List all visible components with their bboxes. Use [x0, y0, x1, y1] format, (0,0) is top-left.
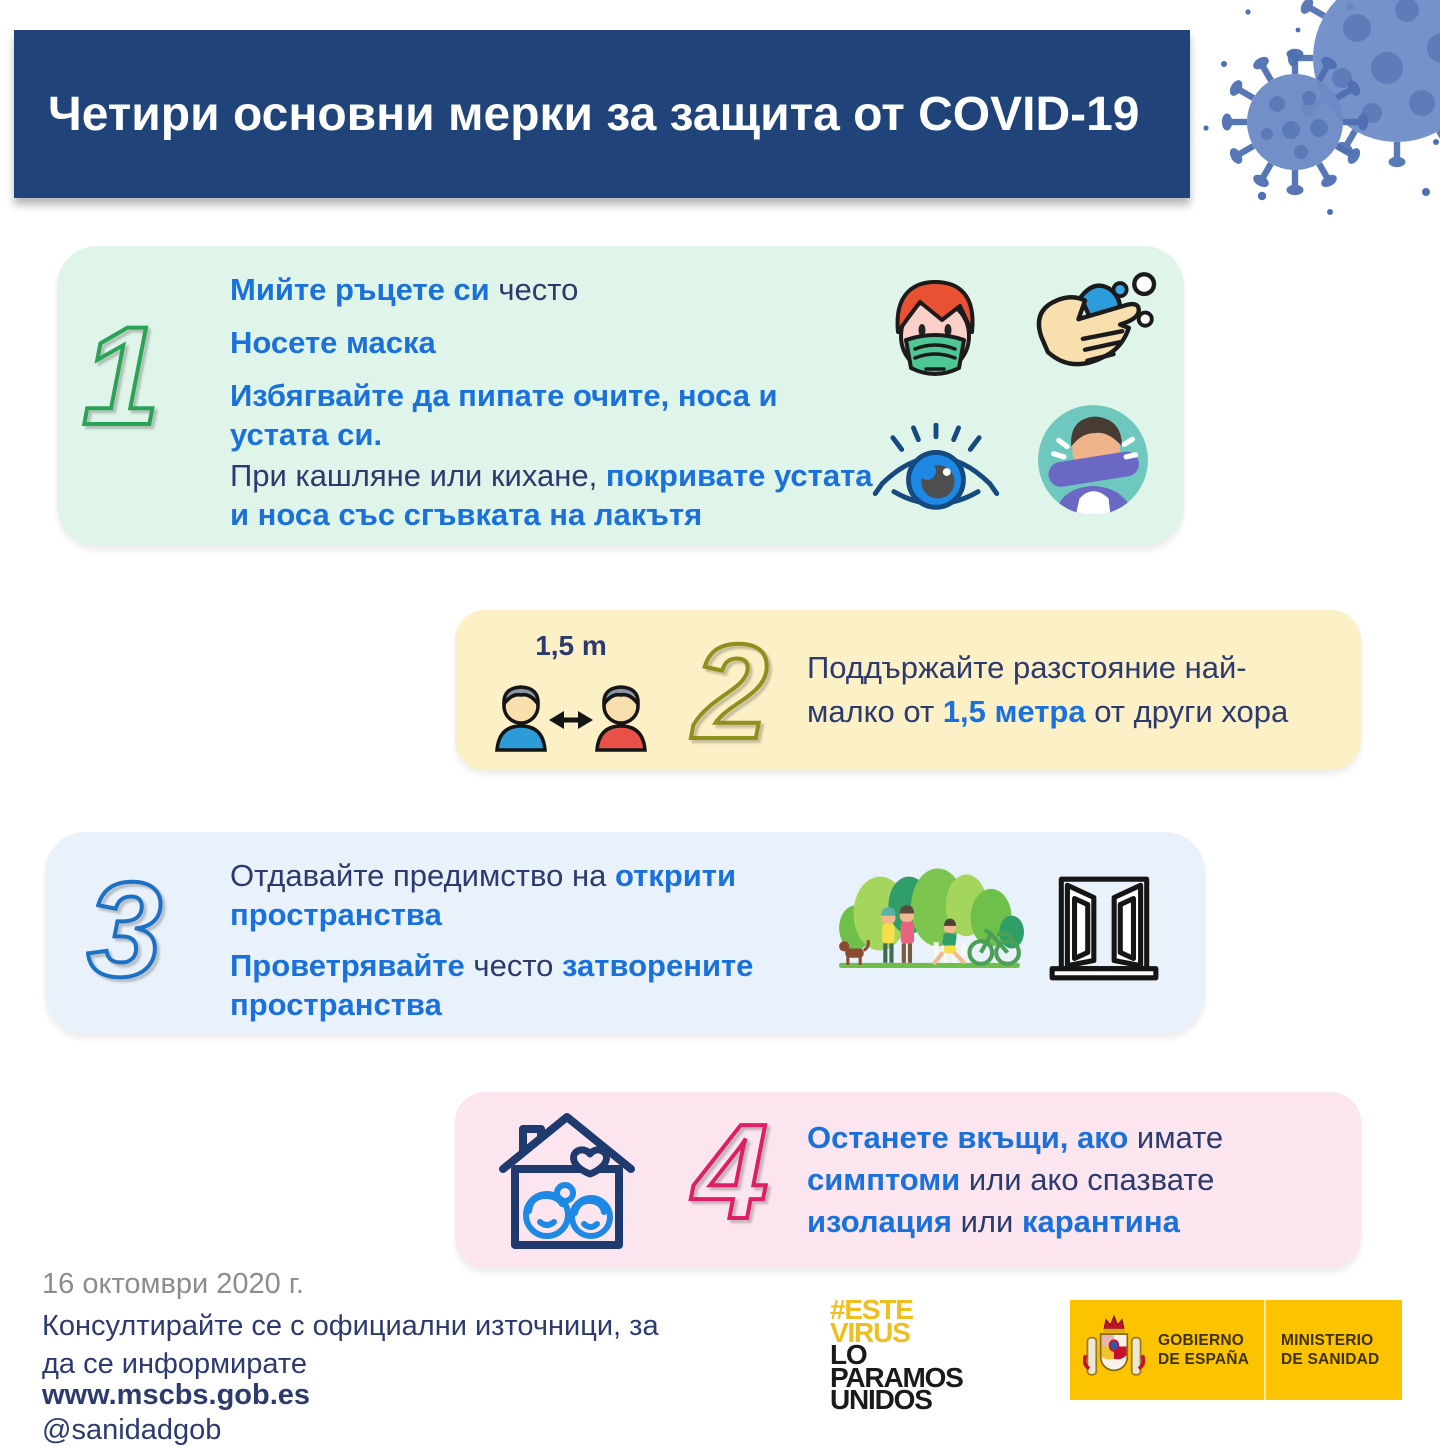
distance-label: 1,5 m	[535, 630, 607, 661]
section-4-panel	[455, 1092, 1361, 1268]
heart-icon	[574, 1150, 607, 1174]
ministry-logo	[1070, 1300, 1402, 1400]
page-title: Четири основни мерки за защита от COVID-19	[48, 87, 1140, 141]
campaign-line-2: VIRUS	[830, 1316, 910, 1348]
gobierno-line-2: DE ESPAÑA	[1158, 1351, 1250, 1368]
gobierno-line-1: GOBIERNO	[1158, 1332, 1244, 1349]
section-1-icons	[872, 271, 1187, 531]
stay-home-house-icon	[487, 1100, 647, 1258]
campaign-line-4: PARAMOS	[830, 1361, 963, 1393]
section-1-text	[230, 270, 875, 534]
eye-icon	[872, 423, 1000, 521]
section-2-panel	[455, 610, 1361, 770]
coronavirus-illustration	[1190, 0, 1440, 230]
face-with-mask-icon	[880, 273, 990, 395]
section-2-number: 2	[693, 616, 769, 767]
gobierno-label	[1158, 1331, 1258, 1369]
footer-date: 16 октомври 2020 г.	[42, 1268, 304, 1300]
spain-coat-of-arms-icon	[1083, 1310, 1145, 1390]
section-1-number: 1	[82, 297, 160, 454]
header-banner	[14, 30, 1190, 198]
footer-social-handle: @sanidadgob	[42, 1414, 222, 1446]
section-3-panel	[45, 832, 1205, 1034]
footer-website-url: www.mscbs.gob.es	[42, 1379, 311, 1411]
section-3-paragraph-2: Проветрявайте често затворените пространства	[230, 948, 754, 1022]
section-2-text	[807, 610, 1332, 770]
ministerio-line-1: MINISTERIO	[1281, 1332, 1374, 1349]
section-1-paragraph-2: Носете маска	[230, 325, 436, 360]
campaign-line-1: #ESTE	[830, 1294, 913, 1325]
physical-distance-icon	[485, 630, 657, 759]
section-1-panel	[57, 246, 1184, 546]
campaign-line-5: UNIDOS	[830, 1384, 932, 1415]
section-4-number: 4	[693, 1096, 769, 1247]
section-1-paragraph-1: Мийте ръцете си често	[230, 272, 579, 307]
open-window-icon	[1043, 870, 1165, 986]
section-1-paragraph-4: При кашляне или кихане, покривате устата и носа със сгъвката на лакътя	[230, 458, 873, 532]
footer-consult-text: Консултирайте се с официални източници, за да се информирате	[42, 1310, 659, 1380]
section-4-text	[807, 1092, 1342, 1268]
section-3-number: 3	[87, 854, 163, 1005]
campaign-line-3: LO	[830, 1339, 867, 1370]
double-arrow-icon	[549, 711, 593, 729]
logo-divider	[1264, 1300, 1266, 1400]
section-1-paragraph-3: Избягвайте да пипате очите, носа и устата си.	[230, 378, 778, 452]
section-3-text	[230, 856, 810, 1024]
park-outdoors-icon	[835, 864, 1025, 998]
virus-icon	[1190, 0, 1440, 230]
hand-washing-icon	[1030, 271, 1162, 387]
section-4-paragraph-1: Останете вкъщи, ако имате симптоми или ако спазвате изолация или карантина	[807, 1120, 1224, 1239]
campaign-logo	[830, 1294, 963, 1415]
two-people-distance-icon	[489, 662, 653, 754]
section-2-paragraph-1: Поддържайте разстояние най-малко от 1,5 метра от други хора	[807, 650, 1289, 729]
sneeze-into-elbow-icon	[1036, 403, 1150, 517]
ministerio-line-2: DE SANIDAD	[1281, 1351, 1380, 1368]
section-3-paragraph-1: Отдавайте предимство на открити пространства	[230, 858, 737, 932]
ministerio-label	[1281, 1331, 1391, 1369]
